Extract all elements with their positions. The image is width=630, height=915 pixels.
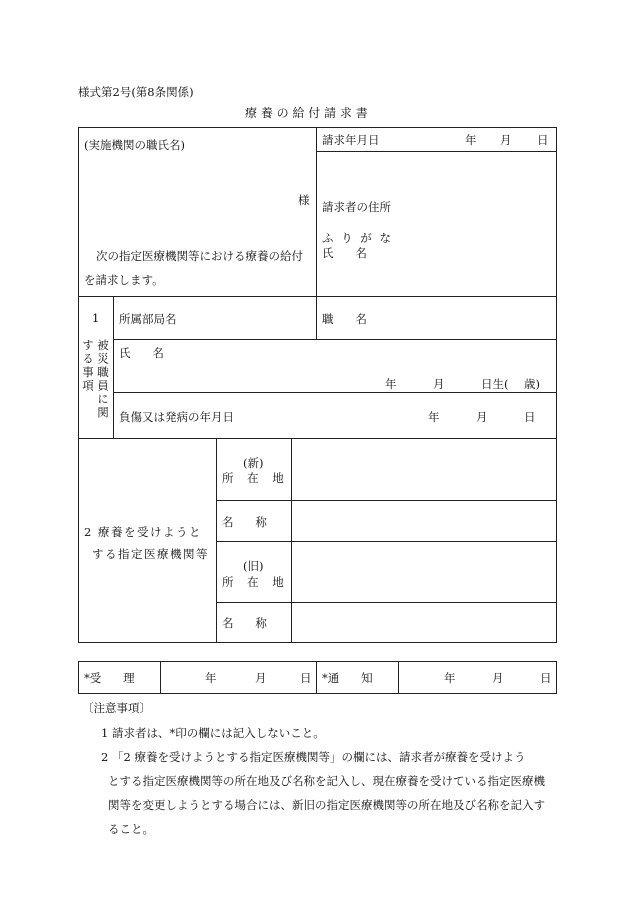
- note-2-line-3: 関等を変更しようとする場合には、新旧の指定医療機関等の所在地及び名称を記入す: [108, 798, 545, 812]
- injury-month: 月: [476, 410, 488, 424]
- note-2-line-4: ること。: [108, 822, 154, 836]
- furigana-label: ふ り が な: [322, 231, 393, 245]
- receipt-month: 月: [255, 671, 267, 685]
- notice-day: 日: [540, 671, 552, 685]
- office-use-table: [78, 661, 557, 694]
- receipt-label: *受 理: [84, 671, 135, 685]
- claimant-name-label: 氏 名: [322, 246, 367, 260]
- notice-year: 年: [444, 671, 456, 685]
- birth-month: 月: [433, 377, 445, 391]
- note-1: 1 請求者は、*印の欄には記入しないこと。: [101, 726, 325, 740]
- honorific: 様: [298, 193, 310, 207]
- official-label: (実施機関の職氏名): [84, 138, 185, 152]
- section-2-line-1: 2 療養を受けようと: [84, 525, 202, 539]
- form-number: 様式第2号(第8条関係): [78, 85, 194, 99]
- department-label: 所属部局名: [119, 312, 177, 326]
- claim-day: 日: [537, 133, 549, 147]
- worker-name-label: 氏 名: [119, 346, 164, 360]
- age-unit: 歳): [524, 377, 540, 391]
- injury-day: 日: [524, 410, 536, 424]
- request-line-2: を請求します。: [84, 273, 164, 287]
- claim-year: 年: [465, 133, 477, 147]
- new-tag: (新): [243, 456, 264, 470]
- receipt-year: 年: [205, 671, 217, 685]
- notes-heading: 〔注意事項〕: [82, 701, 151, 715]
- old-location-label: 所 在 地: [222, 575, 289, 589]
- new-location-label: 所 在 地: [222, 471, 289, 485]
- claim-date-label: 請求年月日: [322, 133, 380, 147]
- injury-date-label: 負傷又は発病の年月日: [119, 410, 234, 424]
- section-1-number: 1: [92, 311, 100, 325]
- injury-year: 年: [428, 410, 440, 424]
- old-name-label: 名 称: [222, 616, 267, 630]
- notice-month: 月: [492, 671, 504, 685]
- claim-month: 月: [500, 133, 512, 147]
- new-name-label: 名 称: [222, 515, 267, 529]
- page-title: 療 養 の 給 付 請 求 書: [245, 106, 368, 120]
- position-label: 職 名: [322, 312, 367, 326]
- birth-year: 年: [385, 377, 397, 391]
- birth-day-age: 日生(: [481, 377, 509, 391]
- claimant-address-label: 請求者の住所: [322, 200, 391, 214]
- old-tag: (旧): [243, 559, 264, 573]
- section-1-label: 被災職員に関する事項: [81, 339, 110, 420]
- receipt-day: 日: [300, 671, 312, 685]
- note-2-line-2: とする指定医療機関等の所在地及び名称を記入し、現在療養を受けている指定医療機: [108, 774, 545, 788]
- request-line-1: 次の指定医療機関等における療養の給付: [96, 249, 303, 263]
- note-2-line-1: 2 「2 療養を受けようとする指定医療機関等」の欄には、請求者が療養を受けよう: [101, 750, 526, 764]
- notice-label: *通 知: [322, 671, 373, 685]
- section-2-line-2: する指定医療機関等: [92, 547, 209, 561]
